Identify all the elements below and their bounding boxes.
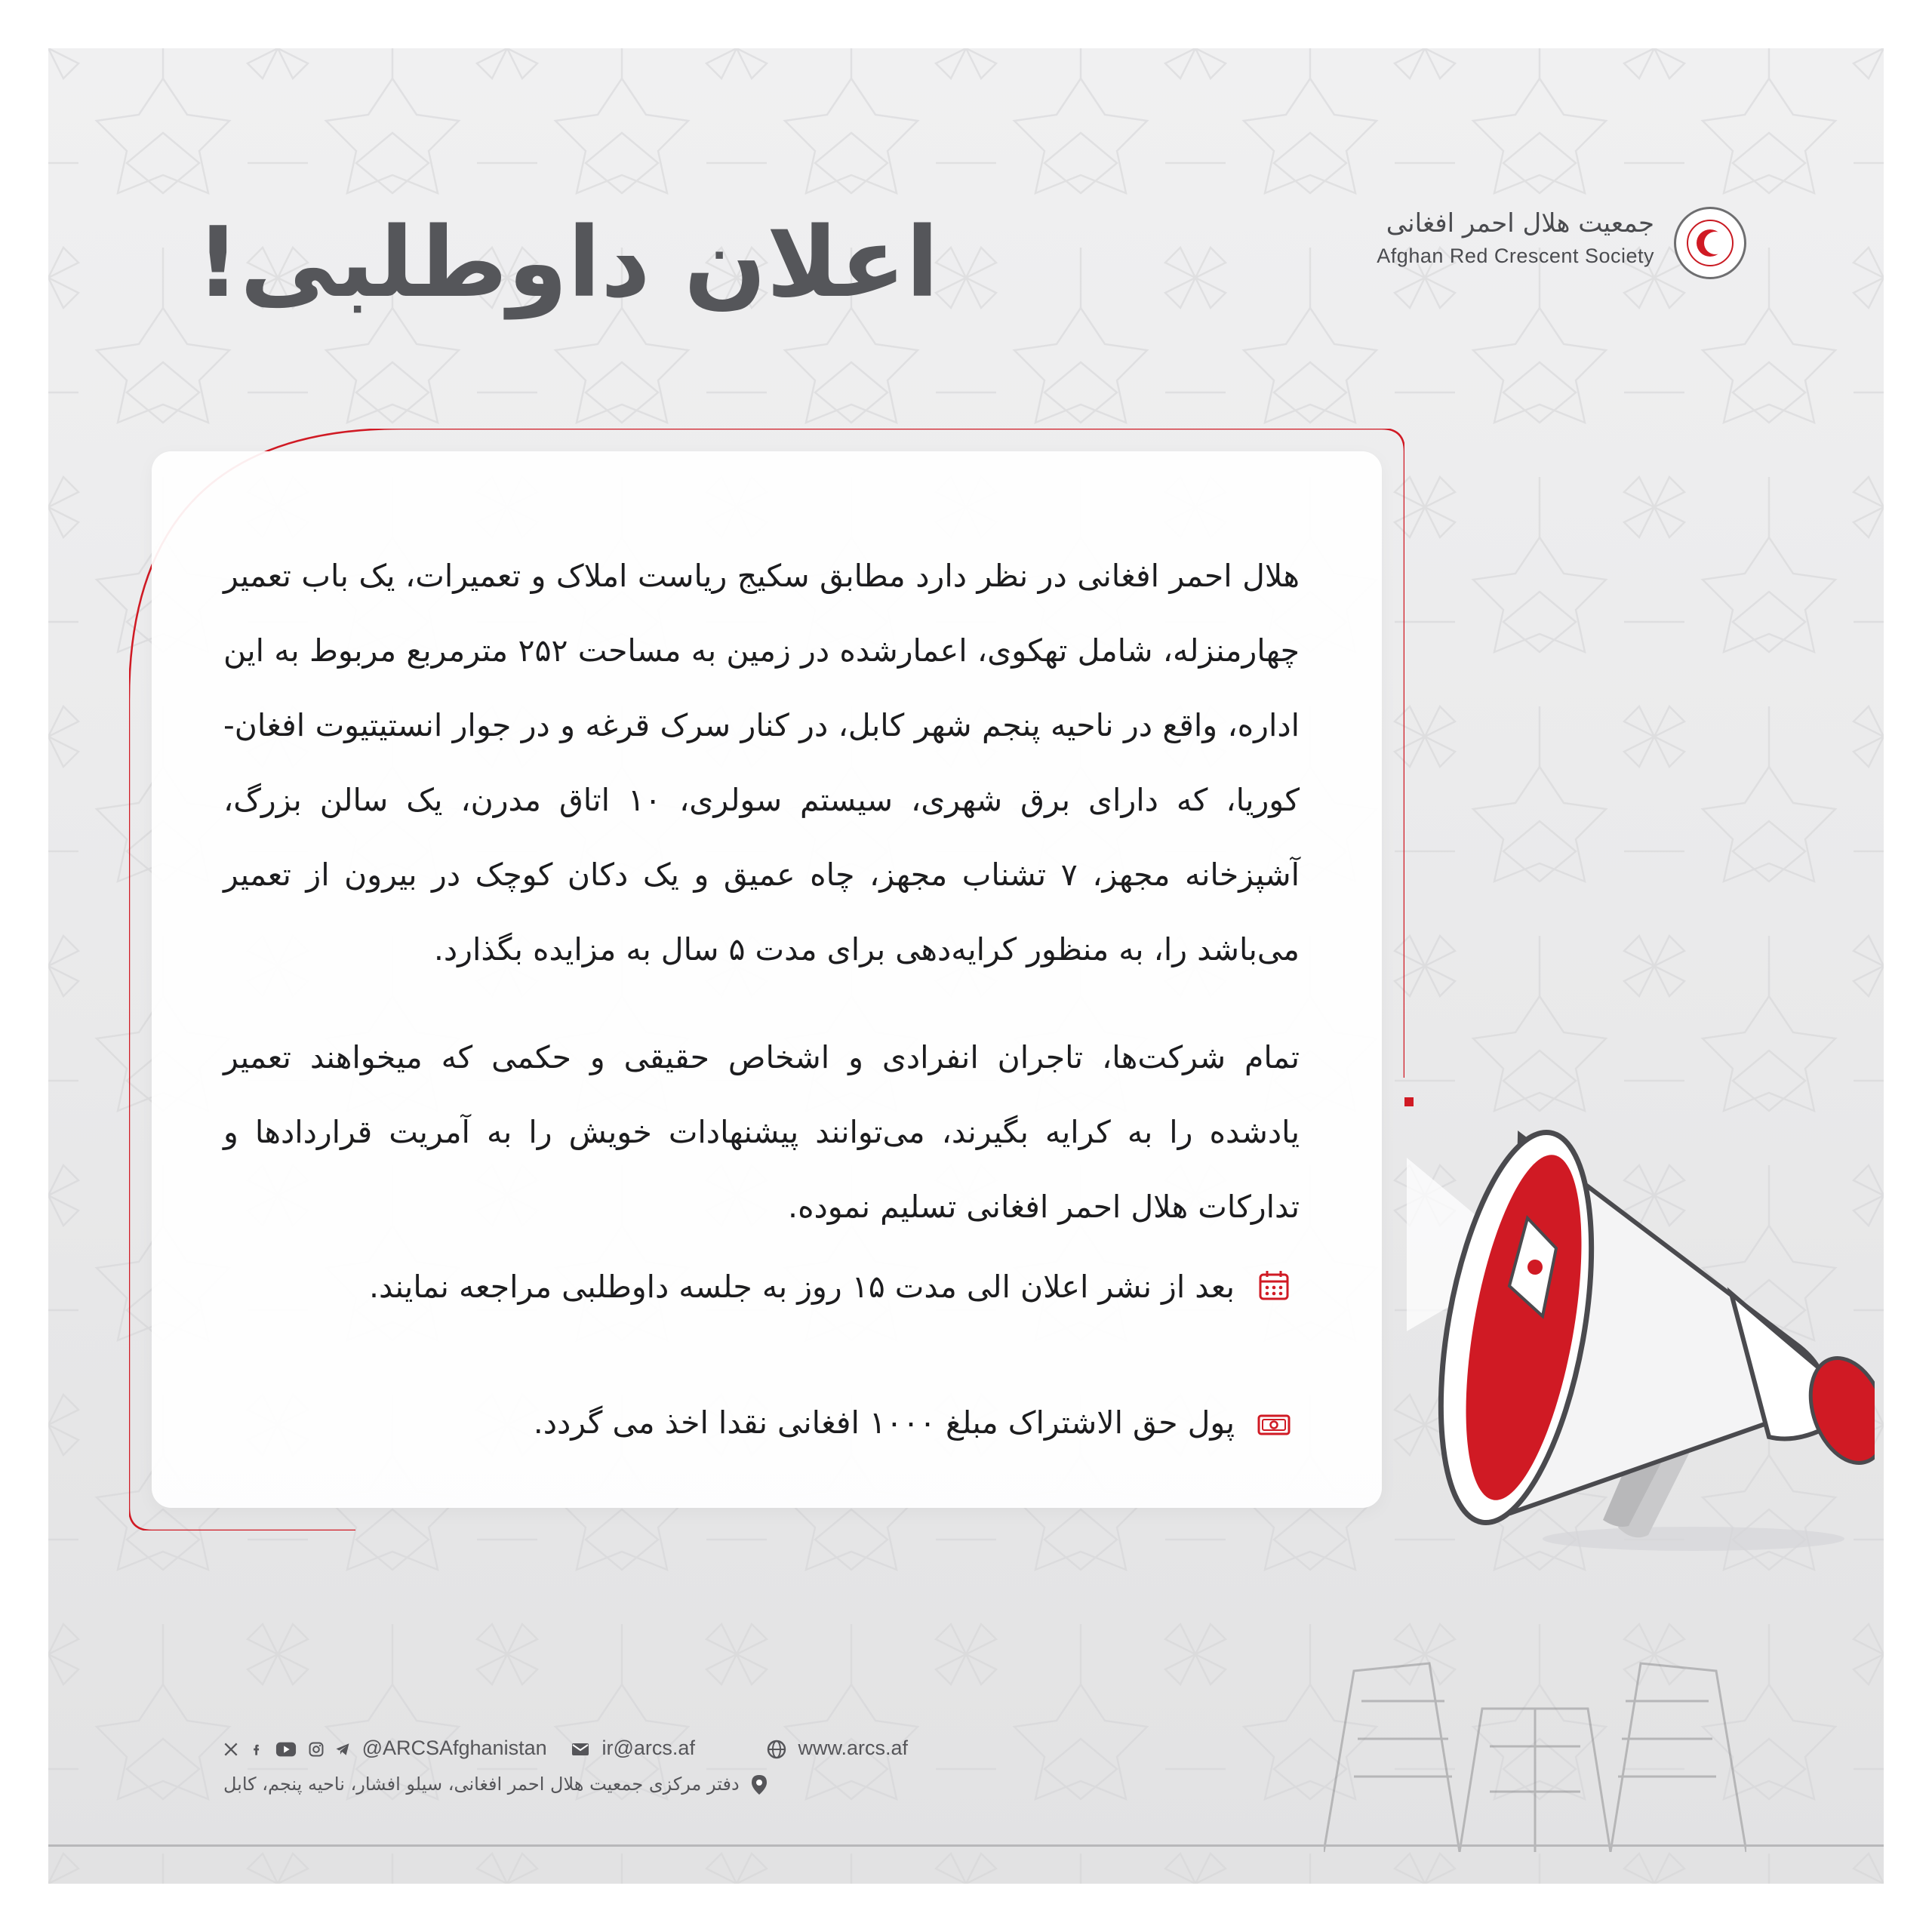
calendar-icon — [1256, 1267, 1292, 1303]
org-name-fa: جمعیت هلال احمر افغانی — [1386, 208, 1654, 238]
announcement-paragraph-2: تمام شرکت‌ها، تاجران انفرادی و اشخاص حقیقی و حکمی که میخواهند تعمیر یادشده را به کرایه بگیرند، می‌توانند پیشنهادات خویش را به آمریت قراردادها و تدارکات هلال احمر افغانی تسلیم نموده. — [223, 1039, 1300, 1225]
megaphone-icon — [1377, 1090, 1875, 1558]
red-crescent-logo — [1674, 207, 1746, 279]
telegram-icon[interactable] — [335, 1742, 350, 1757]
website-text[interactable]: www.arcs.af — [798, 1737, 909, 1759]
page-title: اعلان داوطلبی! — [195, 207, 939, 319]
email-text[interactable]: ir@arcs.af — [601, 1737, 695, 1759]
footer — [223, 1731, 940, 1822]
announcement-paragraph-1: هلال احمر افغانی در نظر دارد مطابق سکیج ریاست املاک و تعمیرات، یک باب تعمیر چهارمنزله، شامل تهکوی، اعمارشده در زمین به مساحت ۲۵۲ مترمربع مربوط به این اداره، واقع در ناحیه پنجم شهر کابل، در کنار سرک قرغه و در جوار انستیتیوت افغان-کوریا، که دارای برق شهری، سیستم سولری، ۱۰ اتاق مدرن، یک سالن بزرگ، آشپزخانه مجهز، ۷ تشناب مجهز، چاه عمیق و یک دکان کوچک در بیرون از تعمیر می‌باشد را، به منظور کرایه‌دهی برای مدت ۵ سال به مزایده بگذارد. — [223, 558, 1300, 968]
address-line — [223, 1767, 903, 1801]
crescent-icon — [1693, 226, 1727, 260]
brand-block — [1218, 207, 1746, 350]
globe-icon — [767, 1740, 786, 1759]
money-icon — [1256, 1407, 1292, 1443]
footer-divider — [48, 1844, 1884, 1847]
email-contact[interactable] — [571, 1731, 759, 1764]
social-links[interactable] — [223, 1731, 563, 1764]
bullet-deadline: بعد از نشر اعلان الی مدت ۱۵ روز به جلسه داوطلبی مراجعه نمایند. — [368, 1269, 1235, 1305]
location-pin-icon — [751, 1774, 768, 1795]
social-handle[interactable]: @ARCSAfghanistan — [361, 1737, 547, 1759]
x-icon[interactable] — [223, 1742, 238, 1757]
address-text: دفتر مرکزی جمعیت هلال احمر افغانی، سیلو افشار، ناحیه پنجم، کابل — [223, 1774, 740, 1795]
poster-canvas — [48, 48, 1884, 1884]
bullet-fee: پول حق الاشتراک مبلغ ۱۰۰۰ افغانی نقدا اخذ می گردد. — [533, 1404, 1235, 1441]
youtube-icon[interactable] — [275, 1741, 297, 1758]
facebook-icon[interactable] — [251, 1741, 264, 1758]
instagram-icon[interactable] — [309, 1742, 324, 1757]
building-icon — [1324, 1641, 1746, 1852]
envelope-icon — [571, 1740, 590, 1759]
website-link[interactable] — [767, 1731, 940, 1764]
org-name-en: Afghan Red Crescent Society — [1377, 245, 1654, 267]
